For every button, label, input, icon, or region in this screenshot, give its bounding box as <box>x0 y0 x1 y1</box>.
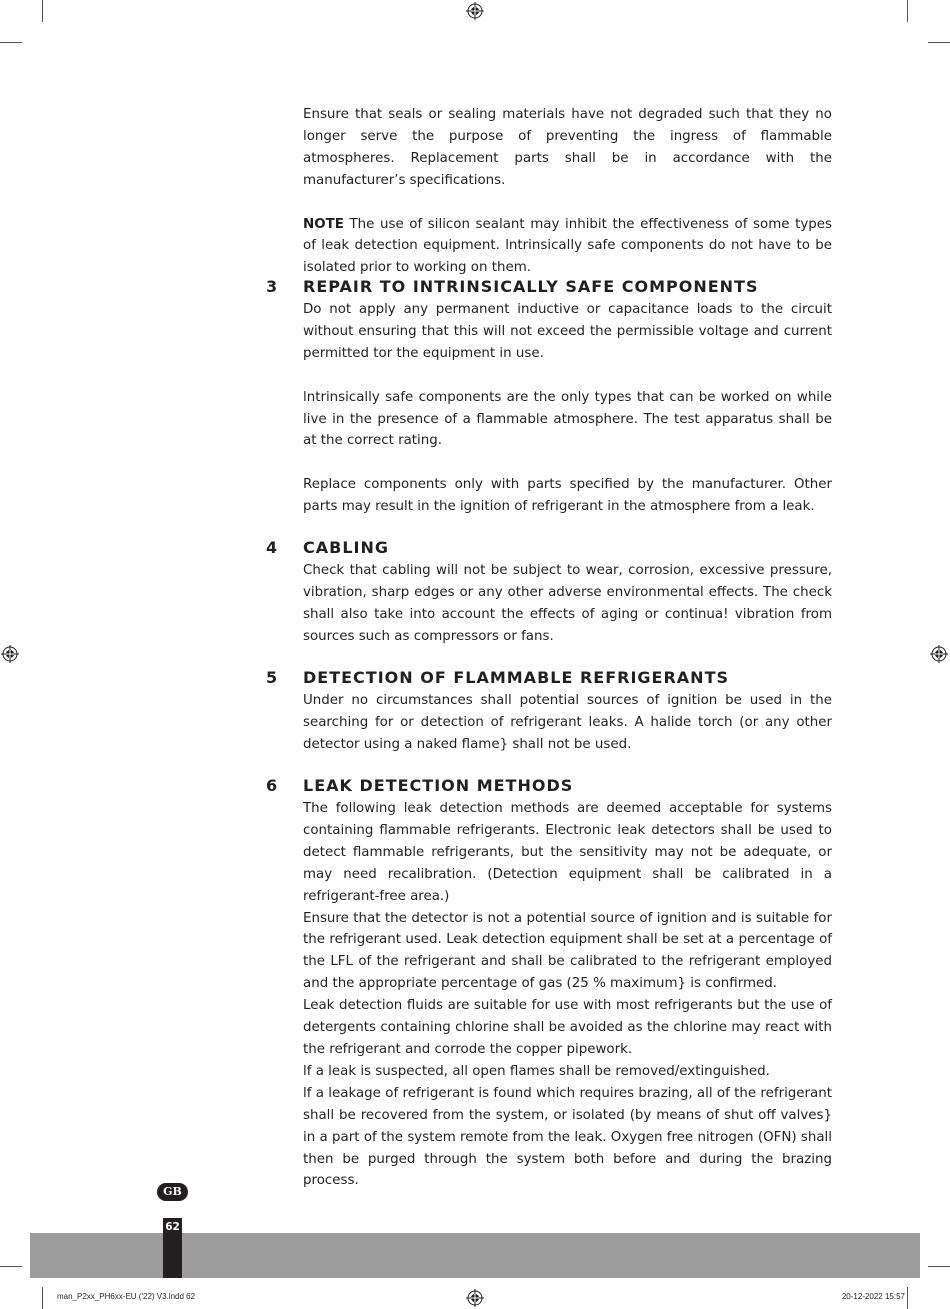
intro-paragraph: Ensure that seals or sealing materials have not degraded such that they no longer serve the purpose of preventing the ingress of flammable atmospheres. Replacement parts shall be in accordance with the manufacturer’s specifications. <box>303 107 832 188</box>
section-paragraph: Ensure that the detector is not a potential source of ignition and is suitable for the refrigerant used. Leak detection equipment shall be set at a percentage of the LFL of the refrigerant and shall be calibrated to the refrigerant employed and the appropriate percentage of gas (25 % maximum} is confirmed. <box>303 910 832 992</box>
registration-mark-icon <box>466 1289 484 1307</box>
section-paragraph: The following leak detection methods are deemed acceptable for systems containing flammable refrigerants. Electronic leak detectors shall be used to detect flammable refrigerants, but the sensitivity may not be adequate, or may need recalibration. (Detection equipment shall be calibrated in a refrigerant-free area.) <box>303 801 832 904</box>
note-label: NOTE <box>303 216 344 232</box>
slug-left: man_P2xx_PH6xx-EU ('22) V3.indd 62 <box>57 1292 196 1301</box>
section-number: 3 <box>266 277 278 296</box>
section-paragraph: lf a leakage of refrigerant is found which requires brazing, all of the refrigerant shall be recovered from the system, or isolated (by means of shut off valves} in a part of the system remote from the leak. Oxygen free nitrogen (OFN) shall then be purged through the system both before and during the brazing process. <box>303 1085 832 1189</box>
slug-right: 20-12-2022 15:57 <box>841 1292 905 1301</box>
section-paragraph: lf a leak is suspected, all open flames shall be removed/extinguished. <box>303 1063 770 1079</box>
intro-block <box>303 104 832 279</box>
crop-mark-icon <box>928 42 950 43</box>
language-badge: GB <box>157 1183 188 1201</box>
section-number: 5 <box>266 668 278 687</box>
section-4 <box>266 537 832 648</box>
section-5 <box>266 667 832 756</box>
section-paragraph: Do not apply any permanent inductive or capacitance loads to the circuit without ensuring that this will not exceed the permissible voltage and current permitted tor the equipment in use. <box>303 302 832 361</box>
crop-mark-icon <box>907 1287 908 1309</box>
section-6 <box>266 775 832 1192</box>
page-number: 62 <box>165 1221 180 1233</box>
registration-mark-icon <box>1 645 19 663</box>
registration-mark-icon <box>930 645 948 663</box>
section-heading: DETECTION OF FLAMMABLE REFRIGERANTS <box>303 668 729 687</box>
section-number: 4 <box>266 538 278 557</box>
note-text: The use of silicon sealant may inhibit the effectiveness of some types of leak detection equipment. lntrinsically safe components do not have to be isolated prior to working on them. <box>303 216 832 276</box>
crop-mark-icon <box>0 42 22 43</box>
crop-mark-icon <box>42 1287 43 1309</box>
section-paragraph: Check that cabling will not be subject to wear, corrosion, excessive pressure, vibration, sharp edges or any other adverse environmental effects. The check shall also take into account the effects of aging or continua! vibration from sources such as compressors or fans. <box>303 563 832 644</box>
section-paragraph: Replace components only with parts specified by the manufacturer. Other parts may result in the ignition of refrigerant in the atmosphere from a leak. <box>303 477 832 515</box>
crop-mark-icon <box>0 1266 22 1267</box>
crop-mark-icon <box>907 0 908 22</box>
section-paragraph: Under no circumstances shall potential sources of ignition be used in the searching for or detection of refrigerant leaks. A halide torch (or any other detector using a naked flame} shall not be used. <box>303 693 832 752</box>
crop-mark-icon <box>928 1266 950 1267</box>
registration-mark-icon <box>466 2 484 20</box>
section-heading: REPAIR TO INTRINSICALLY SAFE COMPONENTS <box>303 277 759 296</box>
section-number: 6 <box>266 776 278 795</box>
crop-mark-icon <box>42 0 43 22</box>
note-paragraph <box>303 214 832 280</box>
section-3 <box>266 276 832 518</box>
section-paragraph: lntrinsically safe components are the only types that can be worked on while live in the presence of a flammable atmosphere. The test apparatus shall be at the correct rating. <box>303 389 832 449</box>
section-heading: LEAK DETECTION METHODS <box>303 776 574 795</box>
section-heading: CABLING <box>303 538 389 557</box>
section-paragraph: Leak detection fluids are suitable for use with most refrigerants but the use of detergents containing chlorine shall be avoided as the chlorine may react with the refrigerant and corrode the copper pipework. <box>303 998 832 1057</box>
